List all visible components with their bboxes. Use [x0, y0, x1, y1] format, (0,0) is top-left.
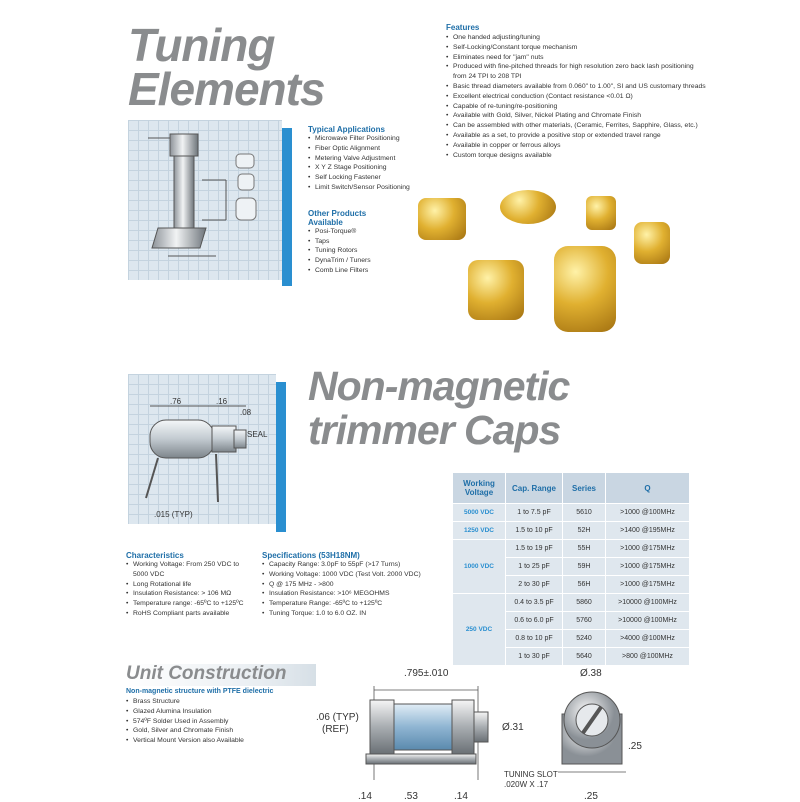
list-item: • Q @ 175 MHz - >800 — [262, 580, 448, 590]
trimmer-typ-label: .015 (TYP) — [154, 510, 193, 519]
trimmer-title-line2: trimmer Caps — [308, 407, 561, 453]
unit-dia2-label: Ø.38 — [580, 668, 602, 679]
list-item: • Insulation Resistance: > 106 MΩ — [126, 589, 254, 599]
table-row: 1250 VDC 1.5 to 10 pF 52H >1400 @195MHz — [453, 522, 690, 540]
table-row: 250 VDC 0.4 to 3.5 pF 5860 >10000 @100MHz — [453, 594, 690, 612]
unit-height-label: .25 — [628, 741, 642, 752]
list-item: • Can be assembled with other materials, (Ceramic, Ferrites, Sapphire, Glass, etc.) — [446, 121, 706, 131]
trimmer-dim-3: .08 — [240, 408, 252, 417]
characteristics-list — [126, 560, 254, 619]
unit-section — [126, 688, 326, 746]
gold-part — [418, 198, 466, 240]
tuning-title-line2: Elements — [128, 63, 325, 115]
list-item: • Custom torque designs available — [446, 151, 706, 161]
list-item: • Tuning Rotors — [308, 246, 448, 256]
unit-slot-label: TUNING SLOT .020W X .17 — [504, 770, 558, 789]
features-section — [446, 23, 706, 160]
tuning-drawing-panel — [128, 120, 282, 280]
specifications-section — [262, 551, 448, 619]
list-item: • Available as a set, to provide a positive stop or extended travel range — [446, 131, 706, 141]
characteristics-section — [126, 551, 254, 619]
list-item: • Basic thread diameters available from 0.060" to 1.00", SI and US customary threads — [446, 82, 706, 92]
list-item: • Vertical Mount Version also Available — [126, 736, 326, 746]
tuning-panel-accent — [282, 128, 292, 286]
list-item: • Capacity Range: 3.0pF to 55pF (>17 Turns) — [262, 560, 448, 570]
col-header: Series — [563, 473, 606, 504]
unit-dia1-label: Ø.31 — [502, 722, 524, 733]
table-row: 1000 VDC 1.5 to 19 pF 55H >1000 @175MHz — [453, 540, 690, 558]
table-row: 5000 VDC 1 to 7.5 pF 5610 >1000 @100MHz — [453, 504, 690, 522]
list-item: • Taps — [308, 237, 448, 247]
list-item: • Microwave Filter Positioning — [308, 134, 448, 144]
list-item: • Comb Line Filters — [308, 266, 448, 276]
characteristics-heading: Characteristics — [126, 551, 184, 560]
trimmer-title-line1: Non-magnetic — [308, 363, 570, 409]
specifications-heading: Specifications (53H18NM) — [262, 551, 360, 560]
gold-parts-photo — [410, 180, 690, 350]
list-item: • Metering Valve Adjustment — [308, 154, 448, 164]
list-item: • Limit Switch/Sensor Positioning — [308, 183, 448, 193]
unit-ref-label: (REF) — [322, 724, 349, 735]
table-row: 2 to 30 pF 56H >1000 @175MHz — [453, 576, 690, 594]
list-item: • Capable of re-tuning/re-positioning — [446, 102, 706, 112]
list-item: • DynaTrim / Tuners — [308, 256, 448, 266]
col-header: Cap. Range — [506, 473, 563, 504]
list-item: • Temperature range: -65ºC to +125ºC — [126, 599, 254, 609]
list-item: • Excellent electrical conduction (Contact resistance <0.01 Ω) — [446, 92, 706, 102]
unit-title: Unit Construction — [126, 663, 287, 684]
col-header: Q — [606, 473, 690, 504]
list-item: • Posi-Torque® — [308, 227, 448, 237]
list-item: • Self-Locking/Constant torque mechanism — [446, 43, 706, 53]
features-list — [446, 33, 706, 160]
unit-typ-label: .06 (TYP) — [316, 712, 359, 723]
list-item: • Insulation Resistance: >10⁶ MEGOHMS — [262, 589, 448, 599]
list-item: • Working Voltage: 1000 VDC (Test Volt. 2000 VDC) — [262, 570, 448, 580]
list-item: • Self Locking Fastener — [308, 173, 448, 183]
table-row: 0.6 to 6.0 pF 5760 >10000 @100MHz — [453, 612, 690, 630]
features-heading: Features — [446, 23, 480, 32]
gold-part — [554, 246, 616, 332]
list-item: • 574ºF Solder Used in Assembly — [126, 717, 326, 727]
unit-width-label: .25 — [584, 791, 598, 802]
table-row: 1 to 25 pF 59H >1000 @175MHz — [453, 558, 690, 576]
unit-end-drawing — [556, 682, 636, 782]
list-item: • Long Rotational life — [126, 580, 254, 590]
list-item: • Brass Structure — [126, 697, 326, 707]
list-item: • One handed adjusting/tuning — [446, 33, 706, 43]
list-item: • Available with Gold, Silver, Nickel Plating and Chromate Finish — [446, 111, 706, 121]
list-item: • Available in copper or ferrous alloys — [446, 141, 706, 151]
trimmer-dim-1: .76 — [170, 397, 182, 406]
trimmer-seal-label: SEAL — [247, 430, 268, 439]
gold-part — [500, 190, 556, 224]
specifications-list — [262, 560, 448, 619]
tuning-screw-drawing — [128, 120, 282, 280]
unit-length-label: .795±.010 — [404, 668, 449, 679]
trimmer-panel-accent — [276, 382, 286, 532]
list-item: • Working Voltage: From 250 VDC to 5000 VDC — [126, 560, 254, 580]
table-row: 1 to 30 pF 5640 >800 @100MHz — [453, 648, 690, 666]
trimmer-drawing-panel — [128, 374, 276, 524]
list-item: • Produced with fine-pitched threads for high resolution zero back lash positioning from 24 TPI to 208 TPI — [446, 62, 706, 82]
list-item: • Gold, Silver and Chromate Finish — [126, 726, 326, 736]
unit-list — [126, 697, 326, 746]
gold-part — [634, 222, 670, 264]
unit-b2-label: .53 — [404, 791, 418, 802]
col-header: Working Voltage — [453, 473, 506, 504]
trimmer-dim-2: .16 — [216, 397, 228, 406]
tuning-title-line1: Tuning — [128, 19, 275, 71]
list-item: • X Y Z Stage Positioning — [308, 163, 448, 173]
list-item: • Eliminates need for "jam" nuts — [446, 53, 706, 63]
gold-part — [468, 260, 524, 320]
unit-b1-label: .14 — [358, 791, 372, 802]
list-item: • RoHS Compliant parts available — [126, 609, 254, 619]
list-item: • Temperature Range: -65ºC to +125ºC — [262, 599, 448, 609]
gold-part — [586, 196, 616, 230]
applications-heading: Typical Applications — [308, 125, 385, 134]
trimmer-spec-table — [452, 472, 690, 666]
other-products-heading: Other Products Available — [308, 208, 367, 227]
table-row: 0.8 to 10 pF 5240 >4000 @100MHz — [453, 630, 690, 648]
trimmer-drawing — [128, 374, 276, 524]
list-item: • Glazed Alumina Insulation — [126, 707, 326, 717]
list-item: • Tuning Torque: 1.0 to 6.0 OZ. IN — [262, 609, 448, 619]
unit-subheading: Non-magnetic structure with PTFE dielectric — [126, 688, 274, 695]
unit-b3-label: .14 — [454, 791, 468, 802]
unit-side-drawing — [360, 680, 500, 790]
list-item: • Fiber Optic Alignment — [308, 144, 448, 154]
